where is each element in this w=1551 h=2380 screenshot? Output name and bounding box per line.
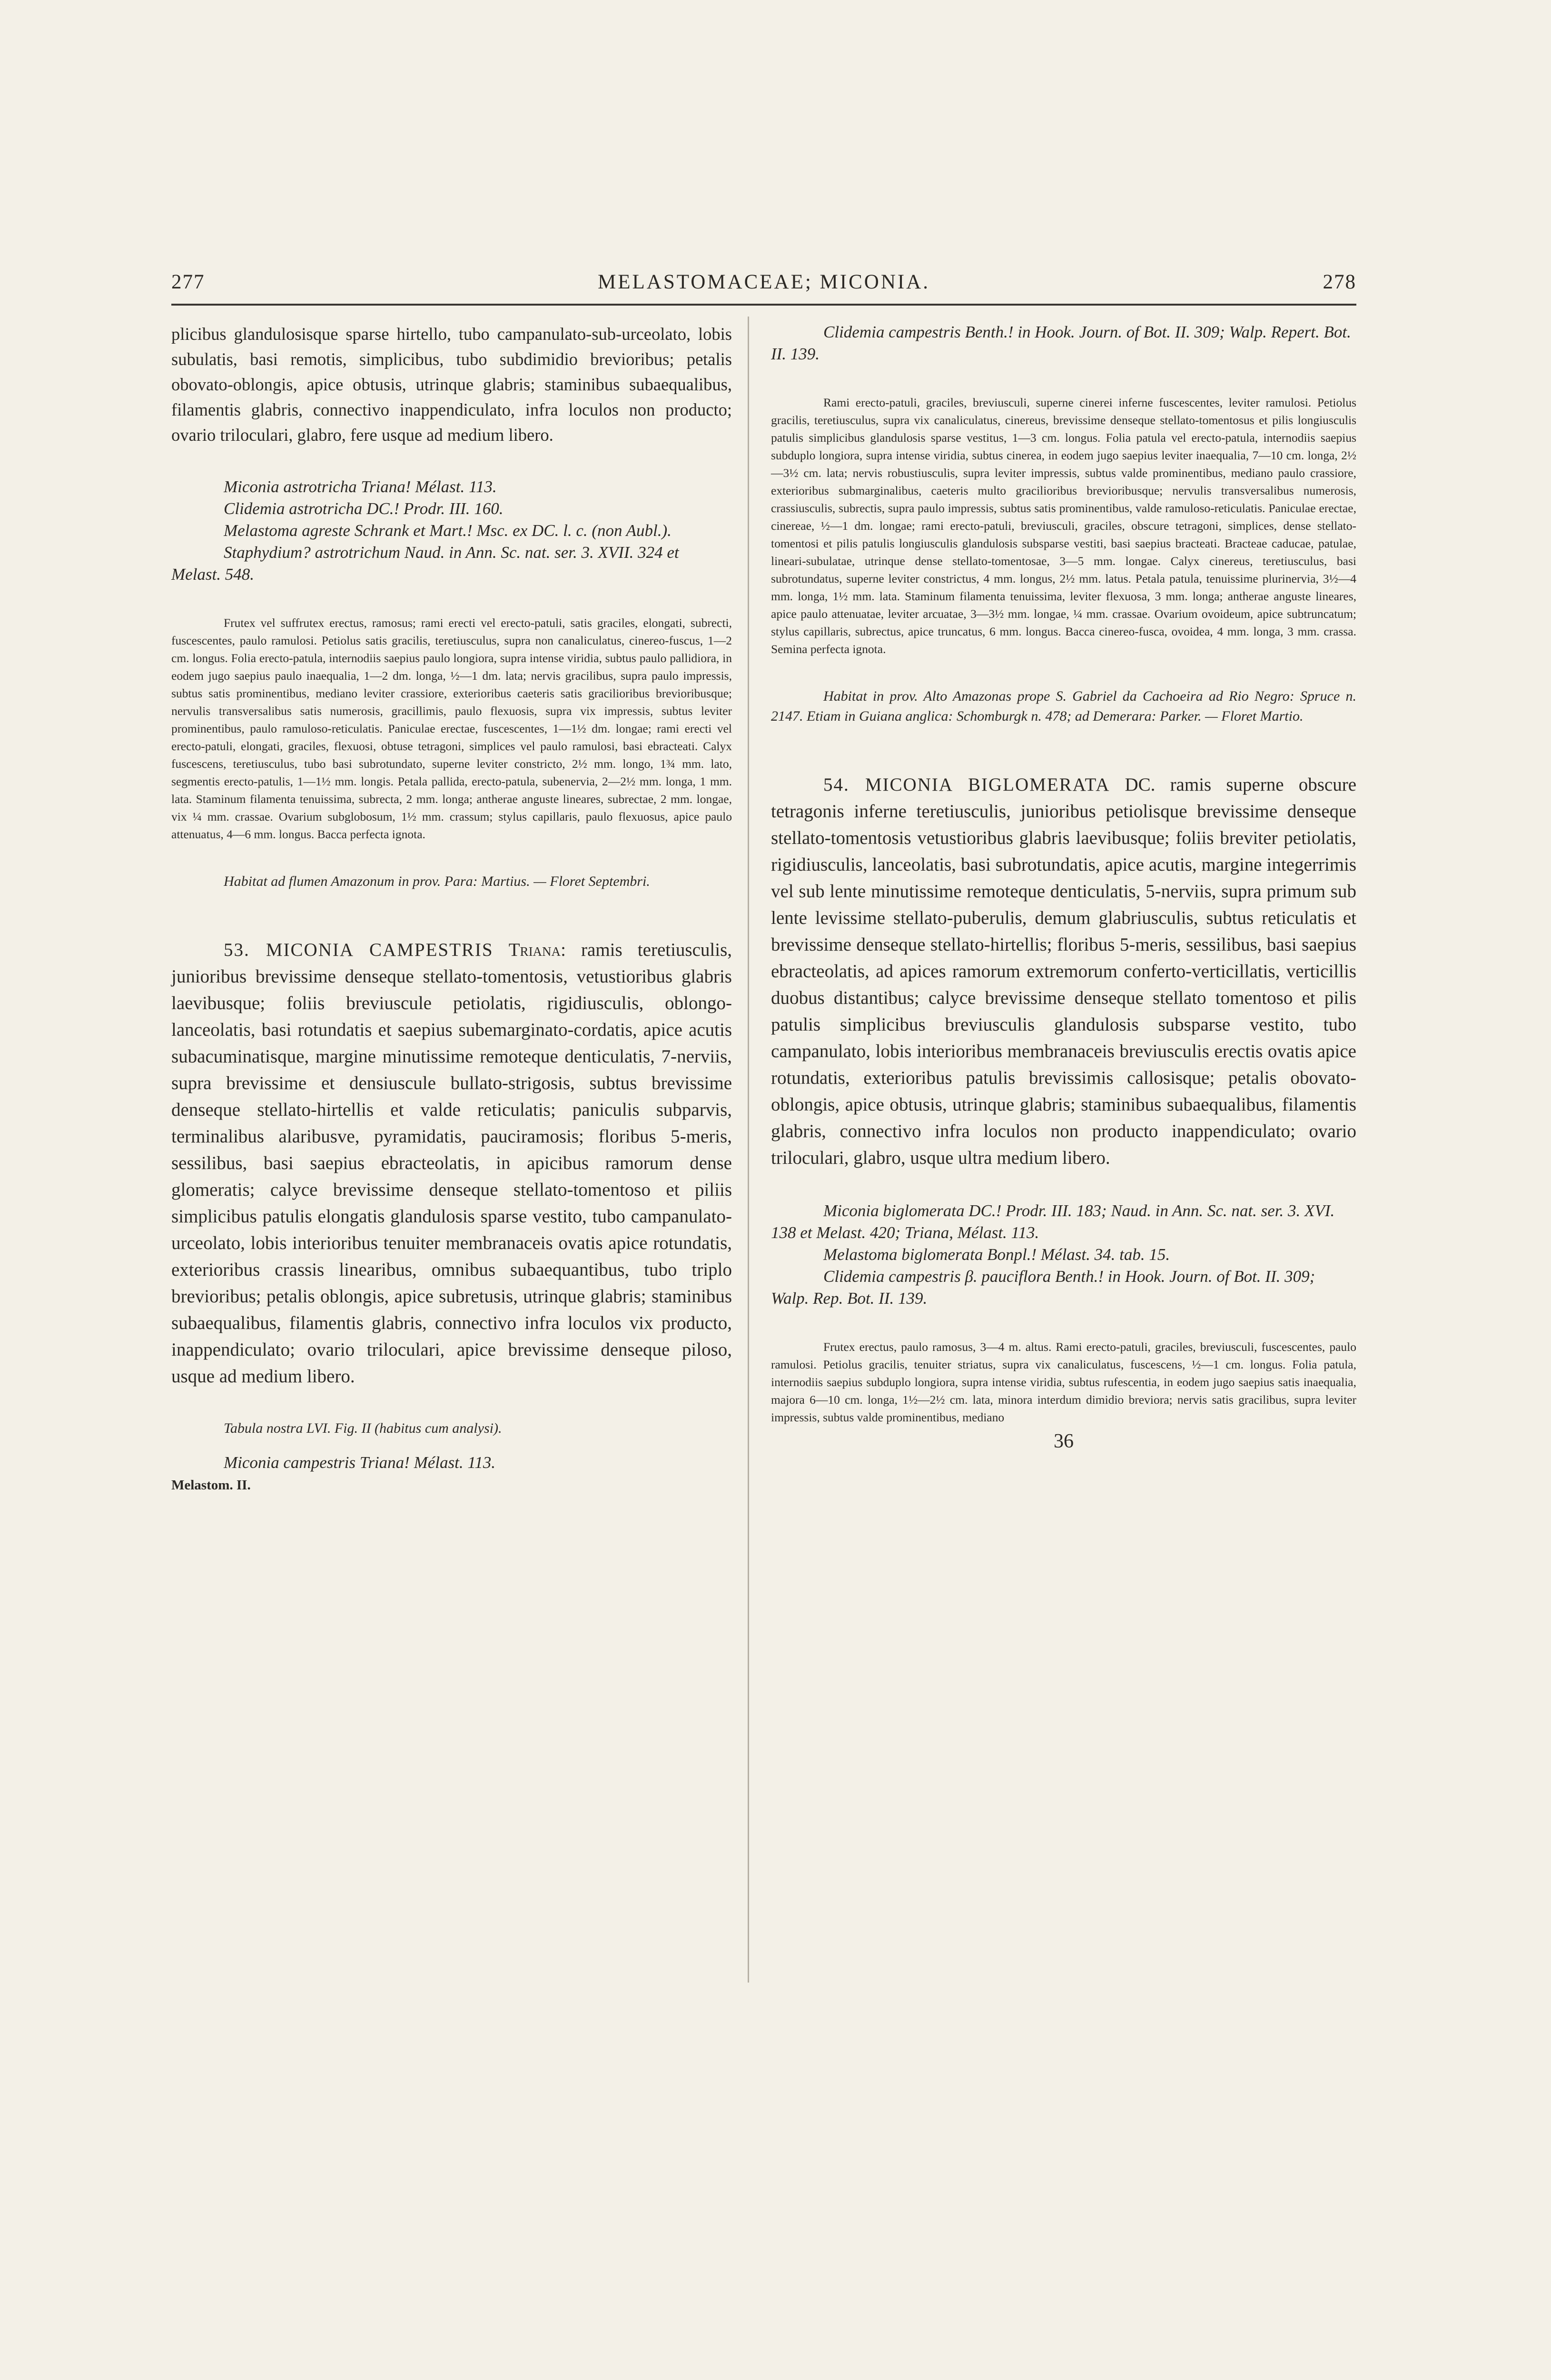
- synonym: Clidemia campestris Benth.! in Hook. Journ. of Bot. II. 309; Walp. Repert. Bot. II. 139.: [771, 323, 1351, 363]
- synonym: Clidemia astrotricha DC.! Prodr. III. 160.: [224, 499, 504, 518]
- species-53-diagnosis: [171, 937, 732, 1390]
- signature-number: 36: [1054, 1430, 1074, 1452]
- synonym: Clidemia campestris β. pauciflora Benth.! in Hook. Journ. of Bot. II. 309; Walp. Rep. Bot. II. 139.: [771, 1267, 1315, 1308]
- page-number-right: 278: [1323, 271, 1356, 293]
- synonym: Miconia biglomerata DC.! Prodr. III. 183; Naud. in Ann. Sc. nat. ser. 3. XVI. 138 et Melast. 420; Triana, Mélast. 113.: [771, 1201, 1335, 1242]
- right-column: [771, 321, 1356, 1453]
- column-divider: [748, 317, 749, 1983]
- species-54-author: DC.: [1125, 774, 1156, 795]
- running-title: MELASTOMACEAE; MICONIA.: [598, 271, 930, 293]
- species-53-text: : ramis teretiusculis, junioribus brevissime denseque stellato-tomentosis, vetustioribus glabris laevibusque; foliis breviuscule petiolatis, rigidiusculis, oblongo-lanceolatis, basi rotundatis et saepius subemarginato-cordatis, apice acutis subacuminatisque, margine minutissime remoteque denticulatis, 7-nerviis, supra brevissime et densiuscule bullato-strigosis, subtus brevissime denseque stellato-hirtellis et valde reticulatis; paniculis subparvis, terminalibus alaribusve, pyramidatis, pauciramosis; floribus 5-meris, sessilibus, basi saepius ebracteolatis, in apicibus ramorum dense glomeratis; calyce brevissime denseque stellato-tomentoso et piliis simplicibus patulis elongatis glandulosis sparse vestito, tubo campanulato-urceolato, lobis interioribus tenuiter membranaceis ovatis apice rotundatis, exterioribus crassis linearibus, omnibus subaequantibus, tubo triplo brevioribus; petalis oblongis, apice subretusis, utrinque glabris; staminibus subaequalibus, filamentis glabris, connectivo infra loculos vix producto, inappendiculato; ovario triloculari, apice brevissime denseque piloso, usque ad medium libero.: [171, 940, 732, 1387]
- synonym: Melastoma agreste Schrank et Mart.! Msc. ex DC. l. c. (non Aubl.).: [224, 521, 672, 540]
- species-54-text: ramis superne obscure tetragonis inferne teretiusculis, junioribus petiolisque brevissime denseque stellato-tomentosis vetustioribus glabris laevibusque; foliis breviter petiolatis, rigidiusculis, lanceolatis, basi subrotundatis, apice acutis, margine integerrimis vel sub lente minutissime remoteque denticulatis, 5-nerviis, supra primum sub lente levissime stellato-puberulis, demum glabriusculis, subtus reticulatis et brevissime denseque stellato-hirtellis; floribus 5-meris, sessilibus, basi saepius ebracteolatis, ad apices ramorum extremorum conferto-verticillatis, verticillis duobus distantibus; calyce brevissime denseque stellato tomentoso et pilis patulis simplicibus breviusculis glandulosis subsparse vestito, tubo campanulato, lobis interioribus membranaceis breviusculis erectis ovatis apice rotundatis, exterioribus patulis brevissimis callosisque; petalis obovato-oblongis, apice obtusis, utrinque glabris; staminibus subaequalibus, filamentis glabris, connectivo infra loculos non producto inappendiculato; ovario triloculari, glabro, usque ultra medium libero.: [771, 774, 1357, 1168]
- synonym: Melastoma biglomerata Bonpl.! Mélast. 34. tab. 15.: [823, 1245, 1170, 1264]
- habitat-53: Habitat in prov. Alto Amazonas prope S. Gabriel da Cachoeira ad Rio Negro: Spruce n. 2147. Etiam in Guiana anglica: Schomburgk n. 478; ad Demerara: Parker. — Floret Martio.: [771, 688, 1356, 724]
- synonymy-52: [171, 476, 732, 585]
- plate-reference: Tabula nostra LVI. Fig. II (habitus cum analysi).: [224, 1420, 502, 1436]
- page-header: [171, 270, 1356, 299]
- species-54-diagnosis: [771, 772, 1356, 1171]
- synonym-53: Miconia campestris Triana! Mélast. 113.: [224, 1453, 495, 1472]
- page-number-left: 277: [171, 271, 205, 293]
- synonym: Staphydium? astrotrichum Naud. in Ann. Sc. nat. ser. 3. XVII. 324 et Melast. 548.: [171, 543, 679, 584]
- diagnosis-continued: plicibus glandulosisque sparse hirtello, tubo campanulato-sub-urceolato, lobis subulatis, basi remotis, simplicibus, tubo subdimidio brevioribus; petalis obovato-oblongis, apice obtusis, utrinque glabris; staminibus subaequalibus, filamentis glabris, connectivo inappendiculato, infra loculos non producto; ovario triloculari, glabro, fere usque ad medium libero.: [171, 324, 732, 445]
- synonymy-54: [771, 1200, 1356, 1309]
- species-53-name: 53. MICONIA CAMPESTRIS: [224, 940, 494, 960]
- species-53-author: Triana: [508, 940, 561, 960]
- signature-mark: Melastom. II.: [171, 1478, 251, 1493]
- synonym: Miconia astrotricha Triana! Mélast. 113.: [224, 477, 497, 496]
- left-column: [171, 321, 732, 1495]
- synonymy-53-continued: [771, 321, 1356, 365]
- description-54: Frutex erectus, paulo ramosus, 3—4 m. altus. Rami erecto-patuli, graciles, breviusculi, fuscescentes, paulo ramulosi. Petiolus gracilis, tenuiter striatus, supra vix canaliculatus, fuscescens, ½—1 cm. longus. Folia patula, internodiis saepius subduplo longiora, supra intense viridia, subtus rufescentia, in eodem jugo saepius satis inaequalia, majora 6—10 cm. longa, 1½—2½ cm. lata, minora interdum dimidio breviora; nervis satis gracilibus, supra leviter impressis, subtus valde prominentibus, mediano: [771, 1340, 1356, 1424]
- description-53: Rami erecto-patuli, graciles, breviusculi, superne cinerei inferne fuscescentes, leviter ramulosi. Petiolus gracilis, teretiusculus, supra vix canaliculatus, cinereus, brevissime denseque stellato-tomentosus et pilis longiusculis patulis simplicibus glandulosis sparse vestitus, 1—3 cm. longus. Folia patula vel erecto-patula, internodiis saepius subduplo longiora, supra intense viridia, subtus cinerea, in eodem jugo saepius leviter inaequalia, 7—10 cm. longa, 2½—3½ cm. lata; nervis robustiusculis, supra leviter impressis, subtus valde prominentibus, mediano paulo crassiore, exterioribus submarginalibus, caeteris multo gracilioribus brevioribusque; nervulis transversalibus numerosis, crassiusculis, subrectis, supra paulo impressis, subtus satis prominentibus, valde ramuloso-reticulatis. Paniculae erectae, cinereae, ½—1 dm. longae; rami erecto-patuli, breviusculi, graciles, obscure tetragoni, simplices, dense stellato-tomentosi et pilis patulis longiusculis glandulosis subsparse vestiti, basi saepius bracteati. Bracteae caducae, patulae, lineari-subulatae, utrinque dense stellato-tomentosae, 3—5 mm. longae. Calyx cinereus, teretiusculus, basi subrotundatus, superne leviter constrictus, 4 mm. longus, 2½ mm. latus. Petala patula, tenuissime plurinervia, 3½—4 mm. longa, 1½ mm. lata. Staminum filamenta tenuissima, leviter flexuosa, 3 mm. longa; antherae anguste lineares, apice paulo attenuatae, leviter arcuatae, 3—3½ mm. longae, ¼ mm. crassae. Ovarium ovoideum, apice subtruncatum; stylus capillaris, subrectus, apice truncatus, 6 mm. longus. Bacca cinereo-fusca, ovoidea, 4 mm. longa, 3 mm. crassa. Semina perfecta ignota.: [771, 396, 1356, 656]
- description-52: Frutex vel suffrutex erectus, ramosus; rami erecti vel erecto-patuli, satis graciles, elongati, subrecti, fuscescentes, paulo ramulosi. Petiolus satis gracilis, teretiusculus, supra non canaliculatus, cinereo-fuscus, 1—2 cm. longus. Folia erecto-patula, internodiis saepius paulo longiora, supra intense viridia, subtus paulo pallidiora, in eodem jugo saepius paulo inaequalia, 1—2 dm. longa, ½—1 dm. lata; nervis gracilibus, supra paulo impressis, subtus satis prominentibus, mediano leviter crassiore, exterioribus caeteris satis gracilioribus brevioribusque; nervulis transversalibus satis numerosis, gracillimis, paulo flexuosis, supra vix impressis, subtus leviter prominentibus, paulo ramuloso-reticulatis. Paniculae erectae, fuscescentes, 1—1½ dm. longae; rami erecti vel erecto-patuli, elongati, graciles, flexuosi, obtuse tetragoni, simplices vel paulo ramulosi, basi ebracteati. Calyx fuscescens, teretiusculus, tubo basi subrotundato, superne leviter constricto, 2½ mm. longo, 1¾ mm. lato, segmentis erecto-patulis, 1—1½ mm. longis. Petala pallida, erecto-patula, subenervia, 2—2½ mm. longa, 1 mm. lata. Staminum filamenta tenuissima, subrecta, 2 mm. longa; antherae anguste lineares, subrectae, 2 mm. longae, vix ¼ mm. crassae. Ovarium subglobosum, 1½ mm. crassum; stylus capillaris, paulo flexuosus, apice paulo attenuatus, 4—6 mm. longus. Bacca perfecta ignota.: [171, 616, 732, 841]
- header-rule: [171, 304, 1356, 306]
- habitat-52: Habitat ad flumen Amazonum in prov. Para: Martius. — Floret Septembri.: [224, 873, 650, 889]
- species-54-name: 54. MICONIA BIGLOMERATA: [823, 774, 1110, 795]
